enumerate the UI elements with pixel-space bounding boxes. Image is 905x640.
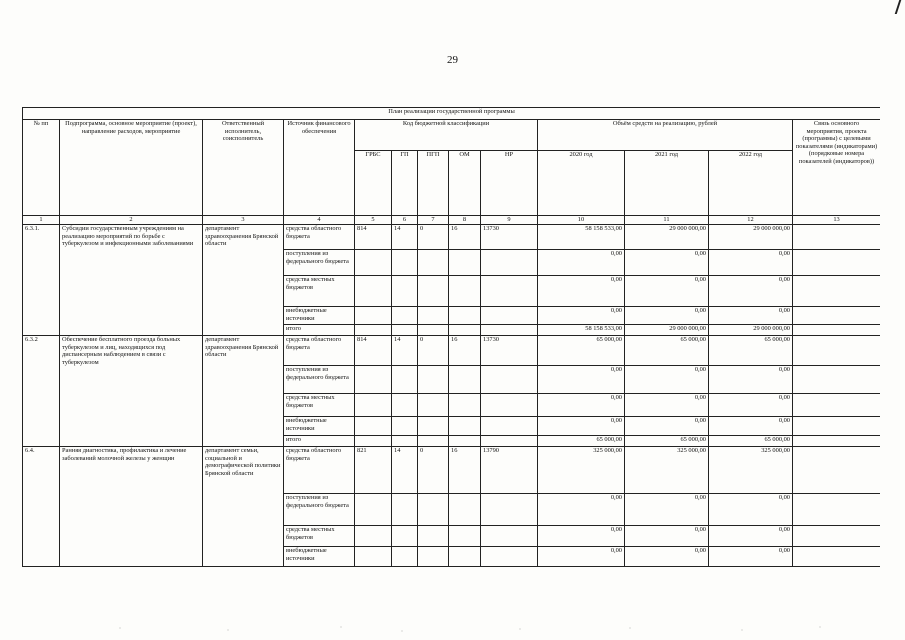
code-pgp — [418, 494, 449, 526]
code-pgp — [418, 526, 449, 547]
plan-table — [22, 107, 880, 567]
amount-2021: 0,00 — [625, 250, 709, 276]
funding-source: средства местных бюджетов — [284, 526, 355, 547]
amount-2021: 65 000,00 — [625, 436, 709, 447]
amount-2022: 0,00 — [709, 394, 793, 417]
code-pgp — [418, 325, 449, 336]
funding-source: поступления из федерального бюджета — [284, 494, 355, 526]
code-grbs — [355, 250, 392, 276]
code-grbs — [355, 325, 392, 336]
indicator-link — [793, 394, 881, 417]
indicator-link — [793, 494, 881, 526]
amount-2022: 0,00 — [709, 250, 793, 276]
code-grbs — [355, 394, 392, 417]
header-row-1 — [23, 120, 881, 151]
amount-2021: 0,00 — [625, 394, 709, 417]
code-nr — [481, 366, 538, 394]
code-grbs — [355, 494, 392, 526]
amount-2020: 58 158 533,00 — [538, 225, 625, 250]
code-gp — [392, 325, 418, 336]
funding-source: средства областного бюджета — [284, 336, 355, 366]
indicator-link — [793, 547, 881, 567]
code-gp — [392, 547, 418, 567]
column-number: 5 — [355, 216, 392, 225]
code-gp — [392, 436, 418, 447]
indicator-link — [793, 276, 881, 307]
amount-2022: 65 000,00 — [709, 436, 793, 447]
row-number: 6.4. — [23, 447, 60, 567]
table-row — [23, 225, 881, 250]
column-number: 10 — [538, 216, 625, 225]
code-nr — [481, 307, 538, 325]
amount-2020: 0,00 — [538, 494, 625, 526]
amount-2020: 58 158 533,00 — [538, 325, 625, 336]
header-grbs: ГРБС — [355, 151, 392, 216]
code-om: 16 — [449, 447, 481, 494]
code-gp — [392, 307, 418, 325]
funding-source: поступления из федерального бюджета — [284, 250, 355, 276]
table-title: План реализации государственной программы — [23, 108, 881, 120]
code-gp: 14 — [392, 447, 418, 494]
code-nr: 13730 — [481, 336, 538, 366]
code-om — [449, 366, 481, 394]
funding-source: итого — [284, 436, 355, 447]
scan-noise-dots — [0, 624, 905, 634]
funding-source: поступления из федерального бюджета — [284, 366, 355, 394]
header-2022: 2022 год — [709, 151, 793, 216]
amount-2022: 0,00 — [709, 276, 793, 307]
column-number: 13 — [793, 216, 881, 225]
measure-name: Обеспечение бесплатного проезда больных туберкулезом и лиц, находящихся под диспансерным наблюдением в связи с туберкулезом — [60, 336, 203, 447]
table-row — [23, 336, 881, 366]
indicator-link — [793, 417, 881, 436]
column-number: 12 — [709, 216, 793, 225]
amount-2022: 29 000 000,00 — [709, 325, 793, 336]
indicator-link — [793, 250, 881, 276]
code-om — [449, 526, 481, 547]
column-number: 2 — [60, 216, 203, 225]
amount-2022: 29 000 000,00 — [709, 225, 793, 250]
code-nr — [481, 526, 538, 547]
code-om: 16 — [449, 336, 481, 366]
amount-2021: 29 000 000,00 — [625, 325, 709, 336]
code-gp — [392, 526, 418, 547]
code-om: 16 — [449, 225, 481, 250]
code-gp — [392, 417, 418, 436]
code-grbs — [355, 366, 392, 394]
table-row — [23, 447, 881, 494]
amount-2021: 0,00 — [625, 526, 709, 547]
code-pgp — [418, 366, 449, 394]
responsible-executor: департамент здравоохранения Брянской области — [203, 225, 284, 336]
indicator-link — [793, 225, 881, 250]
amount-2022: 0,00 — [709, 307, 793, 325]
header-budget-code: Код бюджетной классификации — [355, 120, 538, 151]
code-pgp: 0 — [418, 447, 449, 494]
code-gp — [392, 394, 418, 417]
code-pgp — [418, 307, 449, 325]
amount-2020: 0,00 — [538, 417, 625, 436]
code-nr: 13790 — [481, 447, 538, 494]
indicator-link — [793, 336, 881, 366]
code-gp — [392, 276, 418, 307]
indicator-link — [793, 436, 881, 447]
code-gp — [392, 494, 418, 526]
amount-2020: 0,00 — [538, 250, 625, 276]
header-subprogram: Подпрограмма, основное мероприятие (проект), направление расходов, мероприятие — [60, 120, 203, 216]
funding-source: средства местных бюджетов — [284, 394, 355, 417]
code-grbs — [355, 436, 392, 447]
header-2020: 2020 год — [538, 151, 625, 216]
column-number: 8 — [449, 216, 481, 225]
code-pgp — [418, 436, 449, 447]
amount-2020: 0,00 — [538, 366, 625, 394]
code-om — [449, 547, 481, 567]
amount-2022: 0,00 — [709, 417, 793, 436]
amount-2022: 0,00 — [709, 547, 793, 567]
funding-source: внебюджетные источники — [284, 307, 355, 325]
column-number: 6 — [392, 216, 418, 225]
code-nr — [481, 325, 538, 336]
code-gp: 14 — [392, 336, 418, 366]
code-grbs — [355, 526, 392, 547]
plan-table-container — [22, 107, 880, 598]
header-2021: 2021 год — [625, 151, 709, 216]
amount-2022: 325 000,00 — [709, 447, 793, 494]
column-number: 4 — [284, 216, 355, 225]
column-number: 7 — [418, 216, 449, 225]
code-nr — [481, 436, 538, 447]
code-gp — [392, 250, 418, 276]
corner-pen-mark — [895, 0, 905, 14]
code-pgp: 0 — [418, 336, 449, 366]
code-gp — [392, 366, 418, 394]
row-number: 6.3.1. — [23, 225, 60, 336]
code-om — [449, 417, 481, 436]
amount-2021: 0,00 — [625, 366, 709, 394]
code-om — [449, 250, 481, 276]
amount-2021: 0,00 — [625, 307, 709, 325]
header-num: № пп — [23, 120, 60, 216]
header-responsible: Ответственный исполнитель, соисполнитель — [203, 120, 284, 216]
code-pgp — [418, 547, 449, 567]
header-om: ОМ — [449, 151, 481, 216]
amount-2021: 0,00 — [625, 276, 709, 307]
funding-source: внебюджетные источники — [284, 547, 355, 567]
code-om — [449, 494, 481, 526]
amount-2021: 0,00 — [625, 494, 709, 526]
amount-2020: 0,00 — [538, 276, 625, 307]
amount-2021: 65 000,00 — [625, 336, 709, 366]
amount-2021: 29 000 000,00 — [625, 225, 709, 250]
amount-2022: 65 000,00 — [709, 336, 793, 366]
code-nr — [481, 417, 538, 436]
amount-2020: 325 000,00 — [538, 447, 625, 494]
amount-2021: 0,00 — [625, 547, 709, 567]
indicator-link — [793, 366, 881, 394]
indicator-link — [793, 526, 881, 547]
amount-2022: 0,00 — [709, 494, 793, 526]
code-om — [449, 394, 481, 417]
amount-2022: 0,00 — [709, 366, 793, 394]
code-grbs: 814 — [355, 225, 392, 250]
header-nr: НР — [481, 151, 538, 216]
code-grbs: 821 — [355, 447, 392, 494]
responsible-executor: департамент здравоохранения Брянской области — [203, 336, 284, 447]
code-om — [449, 436, 481, 447]
column-number: 3 — [203, 216, 284, 225]
header-pgp: ПГП — [418, 151, 449, 216]
header-volume: Объём средств на реализацию, рублей — [538, 120, 793, 151]
code-pgp — [418, 417, 449, 436]
code-pgp — [418, 276, 449, 307]
responsible-executor: департамент семьи, социальной и демографической политики Брянской области — [203, 447, 284, 567]
row-number: 6.3.2 — [23, 336, 60, 447]
code-om — [449, 325, 481, 336]
code-gp: 14 — [392, 225, 418, 250]
funding-source: средства местных бюджетов — [284, 276, 355, 307]
measure-name: Субсидии государственным учреждениям на реализацию мероприятий по борьбе с туберкулезом и инфекционными заболеваниями — [60, 225, 203, 336]
amount-2022: 0,00 — [709, 526, 793, 547]
funding-source: средства областного бюджета — [284, 447, 355, 494]
amount-2020: 0,00 — [538, 394, 625, 417]
code-om — [449, 276, 481, 307]
header-source: Источник финансового обеспечения — [284, 120, 355, 216]
column-number: 9 — [481, 216, 538, 225]
code-grbs: 814 — [355, 336, 392, 366]
code-om — [449, 307, 481, 325]
page-number: 29 — [447, 54, 458, 66]
code-grbs — [355, 276, 392, 307]
amount-2020: 65 000,00 — [538, 336, 625, 366]
indicator-link — [793, 307, 881, 325]
code-grbs — [355, 417, 392, 436]
amount-2020: 0,00 — [538, 547, 625, 567]
amount-2021: 0,00 — [625, 417, 709, 436]
funding-source: итого — [284, 325, 355, 336]
amount-2021: 325 000,00 — [625, 447, 709, 494]
code-grbs — [355, 307, 392, 325]
funding-source: средства областного бюджета — [284, 225, 355, 250]
amount-2020: 0,00 — [538, 526, 625, 547]
amount-2020: 0,00 — [538, 307, 625, 325]
column-number: 1 — [23, 216, 60, 225]
indicator-link — [793, 325, 881, 336]
code-nr — [481, 250, 538, 276]
code-pgp: 0 — [418, 225, 449, 250]
measure-name: Ранняя диагностика, профилактика и лечение заболеваний молочной железы у женщин — [60, 447, 203, 567]
column-number-row — [23, 216, 881, 225]
amount-2020: 65 000,00 — [538, 436, 625, 447]
header-link: Связь основного мероприятия, проекта (программы) с целевыми показателями (индикаторами) (порядковые номера показателей (индикаторов)) — [793, 120, 881, 216]
title-row — [23, 108, 881, 120]
code-pgp — [418, 250, 449, 276]
column-number: 11 — [625, 216, 709, 225]
code-pgp — [418, 394, 449, 417]
code-nr — [481, 276, 538, 307]
code-nr — [481, 394, 538, 417]
header-gp: ГП — [392, 151, 418, 216]
code-nr — [481, 547, 538, 567]
code-grbs — [355, 547, 392, 567]
indicator-link — [793, 447, 881, 494]
code-nr — [481, 494, 538, 526]
funding-source: внебюджетные источники — [284, 417, 355, 436]
code-nr: 13730 — [481, 225, 538, 250]
